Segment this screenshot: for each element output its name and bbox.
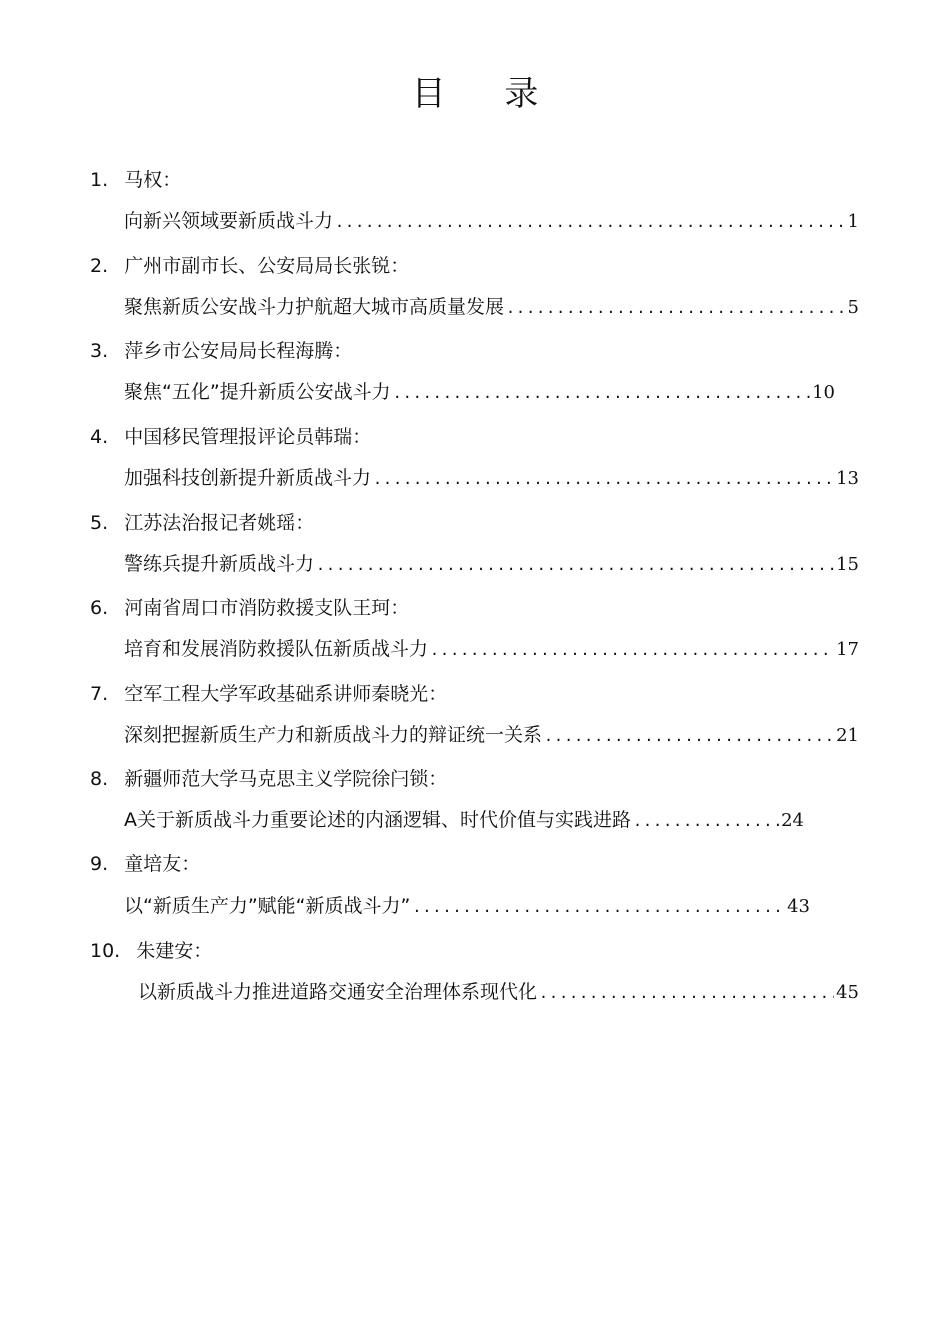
entry-number: 2.: [90, 255, 109, 277]
toc-entry-author: [90, 594, 409, 622]
entry-title: 向新兴领域要新质战斗力: [124, 210, 334, 232]
dot-leader: [335, 208, 846, 236]
toc-entry-link[interactable]: [124, 293, 859, 322]
entry-title: 以新质战斗力推进道路交通安全治理体系现代化: [138, 981, 538, 1003]
entry-title: 深刻把握新质生产力和新质战斗力的辩证统一关系: [124, 724, 543, 746]
entry-title: 培育和发展消防救援队伍新质战斗力: [124, 638, 429, 660]
entry-page-number: 5: [847, 297, 859, 318]
entry-page-number: 10: [812, 382, 835, 403]
entry-author-name: 新疆师范大学马克思主义学院徐闩锁：: [124, 768, 448, 790]
entry-number: 9.: [90, 853, 109, 875]
toc-entry-author: [90, 765, 447, 793]
dot-leader: [393, 379, 810, 407]
entry-number: 7.: [90, 683, 109, 705]
entry-author-name: 萍乡市公安局局长程海腾：: [124, 340, 353, 362]
entry-title: A关于新质战斗力重要论述的内涵逻辑、时代价值与实践进路: [124, 809, 631, 831]
dot-leader: [373, 465, 834, 493]
entry-number: 1.: [90, 169, 109, 191]
dot-leader: [430, 636, 834, 664]
entry-number: 3.: [90, 340, 109, 362]
dot-leader: [633, 807, 779, 835]
entry-author-name: 空军工程大学军政基础系讲师秦晓光：: [124, 683, 448, 705]
toc-entry-link[interactable]: [124, 207, 859, 236]
entry-number: 5.: [90, 512, 109, 534]
entry-title: 聚焦新质公安战斗力护航超大城市高质量发展: [124, 296, 505, 318]
entry-page-number: 45: [836, 982, 859, 1003]
toc-title: 目 录: [411, 74, 563, 114]
entry-page-number: 13: [836, 468, 859, 489]
entry-page-number: 15: [836, 554, 859, 575]
entry-title: 以“新质生产力”赋能“新质战斗力”: [124, 895, 411, 917]
dot-leader: [412, 893, 785, 921]
entry-title: 警练兵提升新质战斗力: [124, 553, 315, 575]
entry-number: 8.: [90, 768, 109, 790]
toc-entry-author: [90, 680, 447, 708]
toc-entry-link[interactable]: [124, 635, 859, 664]
entry-number: 4.: [90, 426, 109, 448]
toc-entry-link[interactable]: [124, 464, 859, 493]
entry-page-number: 43: [787, 896, 810, 917]
entry-author-name: 中国移民管理报评论员韩瑞：: [124, 426, 372, 448]
entry-page-number: 24: [781, 810, 804, 831]
toc-entry-link[interactable]: [124, 721, 859, 750]
entry-author-name: 朱建安：: [136, 940, 213, 962]
entry-author-name: 广州市副市长、公安局局长张锐：: [124, 255, 410, 277]
dot-leader: [539, 979, 834, 1007]
entry-number: 10.: [90, 940, 121, 962]
toc-entry-link[interactable]: [124, 892, 810, 921]
entry-author-name: 马权：: [124, 169, 182, 191]
toc-entry-author: [90, 509, 314, 537]
dot-leader: [506, 294, 846, 322]
toc-entry-author: [90, 166, 181, 194]
entry-author-name: 河南省周口市消防救援支队王珂：: [124, 597, 410, 619]
entry-author-name: 童培友：: [124, 853, 201, 875]
entry-author-name: 江苏法治报记者姚瑶：: [124, 512, 315, 534]
entry-number: 6.: [90, 597, 109, 619]
entry-title: 加强科技创新提升新质战斗力: [124, 467, 372, 489]
entry-title: 聚焦“五化”提升新质公安战斗力: [124, 381, 391, 403]
entry-page-number: 21: [836, 725, 859, 746]
dot-leader: [316, 551, 834, 579]
toc-entry-author: [90, 850, 200, 878]
entry-page-number: 1: [847, 211, 859, 232]
toc-entry-link[interactable]: [124, 550, 859, 579]
entry-page-number: 17: [836, 639, 859, 660]
toc-entry-author: [90, 252, 409, 280]
toc-entry-link[interactable]: [124, 806, 804, 835]
toc-entry-link[interactable]: [138, 978, 859, 1007]
toc-entry-link[interactable]: [124, 378, 835, 407]
toc-entry-author: [90, 937, 212, 965]
dot-leader: [544, 722, 834, 750]
toc-entry-author: [90, 423, 371, 451]
toc-entry-author: [90, 337, 352, 365]
